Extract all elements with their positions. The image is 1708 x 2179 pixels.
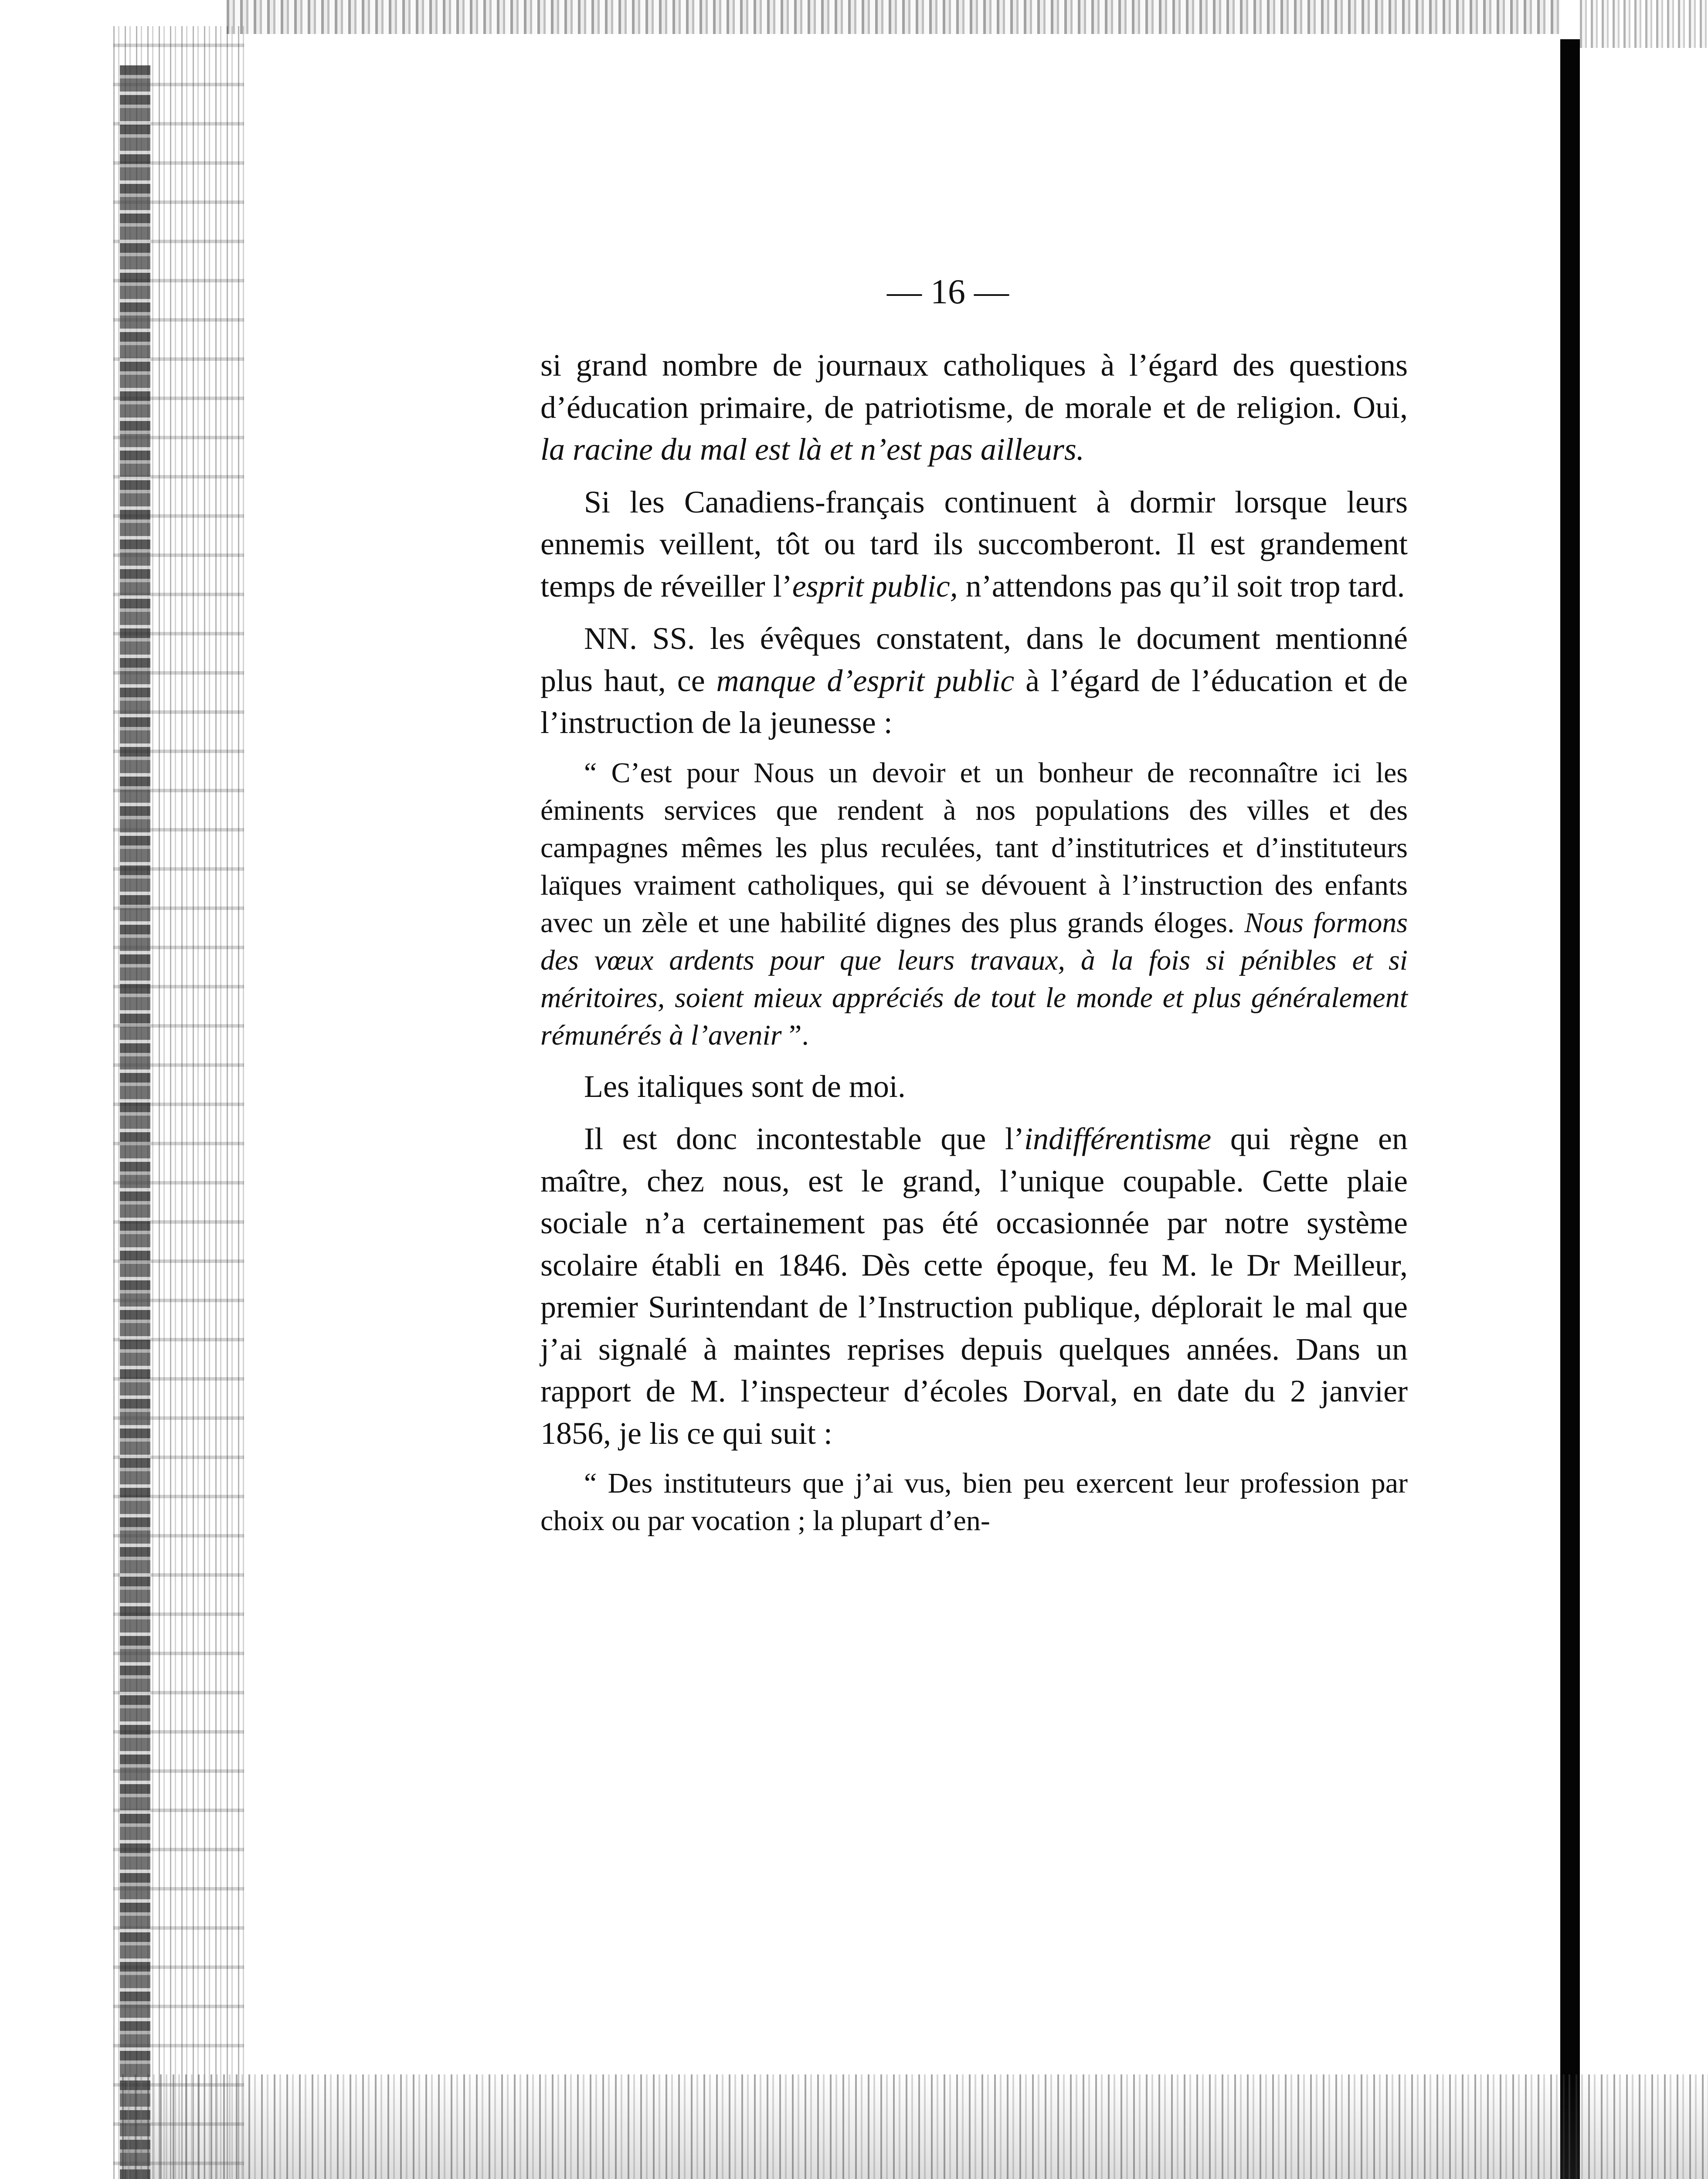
page-body — [540, 344, 1408, 1551]
scan-edge-top — [227, 0, 1560, 34]
paragraph-2-text-b: n’attendons pas qu’il soit trop tard. — [958, 568, 1405, 604]
paragraph-5-text-a: Il est donc incontestable que l’ — [584, 1121, 1024, 1156]
quotation-1-text-a: “ C’est pour Nous un devoir et un bonheur de reconnaître ici les éminents services que rendent à nos populations des villes et des campagnes mêmes les plus reculées, tant d’institutrices et d’instituteurs laïques vraiment catholiques, qui se dévouent à l’instruction des enfants avec un zèle et une habilité dignes des plus grands éloges. — [540, 757, 1408, 939]
paragraph-5-italic: indifférentisme — [1024, 1121, 1212, 1156]
paragraph-3-italic: manque d’esprit public — [716, 663, 1015, 698]
paragraph-2-text-a: Si les Canadiens-français continuent à dormir lorsque leurs ennemis veillent, tôt ou tard ils succomberont. Il est grandement temps de réveiller l’ — [540, 484, 1408, 604]
paragraph-2-italic: esprit public, — [792, 568, 958, 604]
scan-edge-bottom — [122, 2074, 1708, 2179]
scan-binding-strip — [120, 65, 150, 2179]
paragraph-4-text: Les italiques sont de moi. — [584, 1069, 906, 1104]
paragraph-5 — [540, 1118, 1408, 1454]
page-number: — 16 — — [887, 273, 1009, 311]
scan-edge-right-bar — [1560, 39, 1580, 2179]
paragraph-1-text: si grand nombre de journaux catholiques à l’égard des questions d’éducation primaire, de patriotisme, de morale et de religion. Oui, — [540, 348, 1408, 425]
quotation-2 — [540, 1465, 1408, 1540]
paragraph-2 — [540, 481, 1408, 608]
scan-edge-right-corner — [1580, 0, 1708, 48]
quotation-1-italic: Nous formons des vœux ardents pour que leurs travaux, à la fois si pénibles et si méritoires, soient mieux appréciés de tout le monde et plus généralement rémunérés à l’avenir — [540, 906, 1408, 1051]
paragraph-3-text-b: à l’égard de l’éducation et de l’instruction de la jeunesse : — [540, 663, 1408, 740]
quotation-2-text: “ Des instituteurs que j’ai vus, bien peu exercent leur profession par choix ou par vocation ; la plupart d’en- — [540, 1467, 1408, 1537]
paragraph-1-italic: la racine du mal est là et n’est pas ailleurs. — [540, 432, 1084, 467]
paragraph-3-text-a: NN. SS. les évêques constatent, dans le document mentionné plus haut, ce — [540, 621, 1408, 698]
quotation-1 — [540, 754, 1408, 1054]
quotation-1-text-b: ”. — [781, 1019, 809, 1051]
paragraph-3 — [540, 618, 1408, 744]
paragraph-4 — [540, 1066, 1408, 1108]
paragraph-1 — [540, 344, 1408, 471]
paragraph-5-text-b: qui règne en maître, chez nous, est le grand, l’unique coupable. Cette plaie sociale n’a certainement pas été occasionnée par notre système scolaire établi en 1846. Dès cette époque, feu M. le Dr Meilleur, premier Surintendant de l’Instruction publique, déplorait le mal que j’ai signalé à maintes reprises depuis quelques années. Dans un rapport de M. l’inspecteur d’écoles Dorval, en date du 2 janvier 1856, je lis ce qui suit : — [540, 1121, 1408, 1451]
